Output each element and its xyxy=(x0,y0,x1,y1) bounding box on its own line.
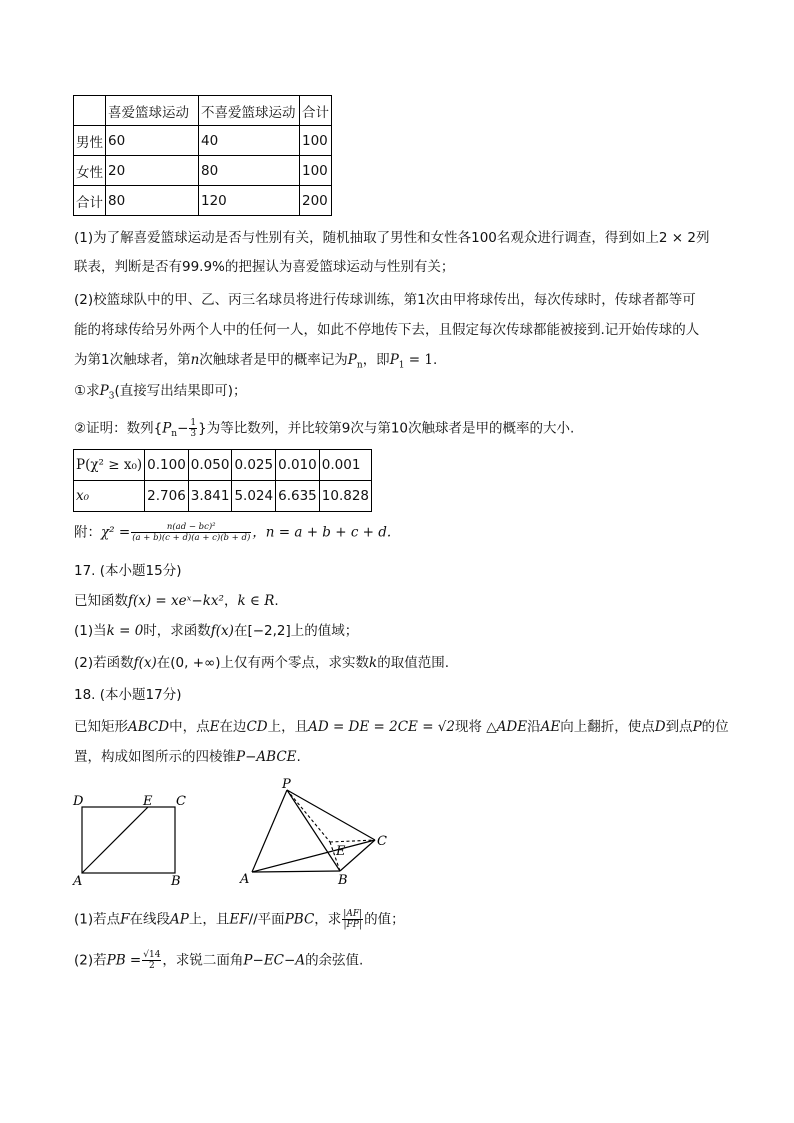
table-cell: 20 xyxy=(106,156,199,186)
table-row xyxy=(74,186,332,216)
label-B: B xyxy=(171,874,181,889)
q16-part2-line3: 为第1次触球者，第n次触球者是甲的概率记为$P_n$，即$P_1 = 1$. xyxy=(74,352,438,371)
table-cell: 0.100 xyxy=(145,450,189,481)
table-cell: 80 xyxy=(199,156,300,186)
q18-title: 18. (本小题17分) xyxy=(74,687,182,703)
label-C: C xyxy=(377,834,387,849)
label-P: P xyxy=(282,777,291,792)
label-A: A xyxy=(240,872,250,887)
table-cell: 100 xyxy=(300,126,332,156)
rectangle-figure xyxy=(68,790,198,890)
table-row xyxy=(74,126,332,156)
table-cell: 合计 xyxy=(74,186,106,216)
table-cell: 200 xyxy=(300,186,332,216)
table-cell: 0.001 xyxy=(319,450,371,481)
q18-part1: (1)若点F在线段AP上，且EF//平面PBC，求 $\frac{|AF|}{|FP|}$ 的值； xyxy=(74,909,405,930)
label-D: D xyxy=(73,794,84,809)
q17-part1: (1)当k = 0时，求函数f(x)在[−2,2]上的值域； xyxy=(74,623,359,639)
fraction: $\frac{|AF|}{|FP|}$ xyxy=(343,909,363,930)
table-cell: 3.841 xyxy=(188,481,232,512)
table-row xyxy=(74,450,372,481)
q16-item1: ①求$P_3$(直接写出结果即可)； xyxy=(74,383,247,402)
q16-part2-line2: 能的将球传给另外两个人中的任何一人，如此不停地传下去，且假定每次传球都能被接到.记开始传球的人 xyxy=(74,322,700,338)
table-cell: 不喜爱篮球运动 xyxy=(199,96,300,126)
label-A: A xyxy=(73,874,83,889)
contingency-table xyxy=(73,95,332,216)
table-cell: 60 xyxy=(106,126,199,156)
q16-part1-line2: 联表，判断是否有99.9%的把握认为喜爱篮球运动与性别有关； xyxy=(74,259,455,275)
table-cell: 喜爱篮球运动 xyxy=(106,96,199,126)
table-cell: x₀ xyxy=(74,481,145,512)
table-cell: 女性 xyxy=(74,156,106,186)
label-B: B xyxy=(338,873,348,888)
table-cell: 0.050 xyxy=(188,450,232,481)
table-cell: 120 xyxy=(199,186,300,216)
q16-part1-line1: (1)为了解喜爱篮球运动是否与性别有关，随机抽取了男性和女性各100名观众进行调查，得到如上2 × 2列 xyxy=(74,230,710,246)
pyramid-figure xyxy=(232,776,392,891)
table-row xyxy=(74,481,372,512)
fraction: $\frac{√14}{2}$ xyxy=(143,950,161,971)
label-E: E xyxy=(143,794,153,809)
q16-item2: ②证明：数列{$P_n-$ $\frac{1}{3}$ }为等比数列，并比较第9次与第10次触球者是甲的概率的大小. xyxy=(74,418,575,440)
q18-stem-line2: 置，构成如图所示的四棱锥P−ABCE. xyxy=(74,749,301,765)
fraction: $\frac{1}{3}$ xyxy=(190,418,197,439)
table-cell: P(χ² ≥ x₀) xyxy=(74,450,145,481)
q17-stem: 已知函数f(x) = xeˣ−kx²，k ∈ R. xyxy=(74,593,279,609)
label-E: E xyxy=(336,844,346,859)
q18-part2: (2)若PB = $\frac{√14}{2}$ ，求锐二面角P−EC−A的余弦值. xyxy=(74,950,364,971)
table-cell: 0.010 xyxy=(276,450,320,481)
label-C: C xyxy=(176,794,186,809)
q17-part2: (2)若函数f(x)在(0, +∞)上仅有两个零点，求实数k的取值范围. xyxy=(74,655,450,671)
fraction: $\frac{\text{n(ad − bc)²}}{(a + b)(c + d)(a + c)(b + d)}$ xyxy=(132,522,251,543)
q17-title: 17. (本小题15分) xyxy=(74,563,182,579)
table-cell: 6.635 xyxy=(276,481,320,512)
table-cell: 合计 xyxy=(300,96,332,126)
table-cell: 80 xyxy=(106,186,199,216)
table-cell: 2.706 xyxy=(145,481,189,512)
table-cell: 10.828 xyxy=(319,481,371,512)
table-header-row xyxy=(74,96,332,126)
table-cell: 男性 xyxy=(74,126,106,156)
table-cell: 5.024 xyxy=(232,481,276,512)
q16-part2-line1: (2)校篮球队中的甲、乙、丙三名球员将进行传球训练，第1次由甲将球传出，每次传球时，传球者都等可 xyxy=(74,292,696,308)
chi-square-critical-table xyxy=(73,449,372,512)
q18-stem-line1: 已知矩形ABCD中，点E在边CD上，且AD = DE = 2CE = √2现将 △ADE沿AE向上翻折，使点D到点P的位 xyxy=(74,719,729,735)
table-cell: 40 xyxy=(199,126,300,156)
table-cell: 0.025 xyxy=(232,450,276,481)
table-cell xyxy=(74,96,106,126)
table-row xyxy=(74,156,332,186)
chi-square-formula: 附：χ² = $\frac{\text{n(ad − bc)²}}{(a + b)(c + d)(a + c)(b + d)}$ ，n = a + b + c + d. xyxy=(74,522,392,543)
table-cell: 100 xyxy=(300,156,332,186)
